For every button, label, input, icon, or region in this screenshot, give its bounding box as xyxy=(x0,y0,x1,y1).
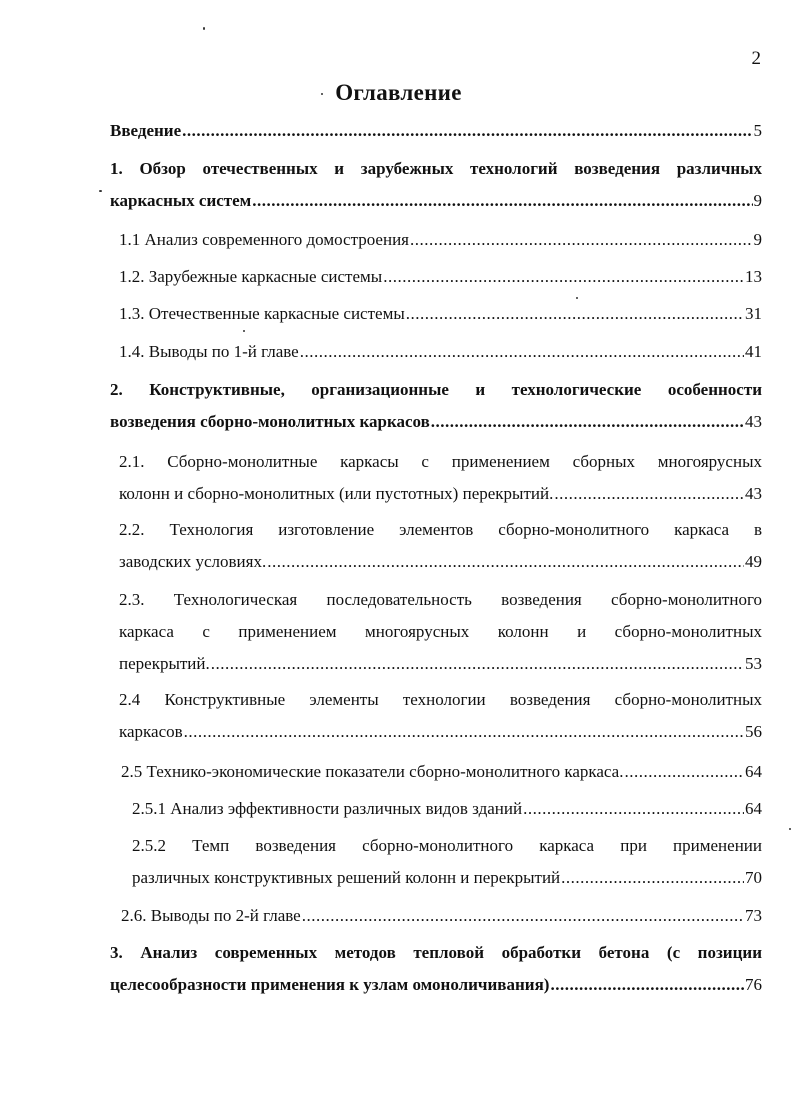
toc-entry-text: 2. Конструктивные, организационные и технологические особенности xyxy=(110,380,762,399)
toc-page-number: 64 xyxy=(745,799,762,818)
toc-entry-text: возведения сборно-монолитных каркасов xyxy=(110,412,430,431)
toc-entry-text: 3. Анализ современных методов тепловой обработки бетона (с позиции xyxy=(110,943,762,962)
dot-leader xyxy=(252,185,752,217)
toc-page-number: 31 xyxy=(745,304,762,323)
scan-speck xyxy=(321,93,323,95)
toc-page-number: 5 xyxy=(753,121,762,140)
toc-entry-2-5-1[interactable] xyxy=(132,793,762,825)
dot-leader xyxy=(431,406,744,438)
toc-entry-text: каркасных систем xyxy=(110,191,252,210)
toc-entry-2-4[interactable] xyxy=(119,684,762,748)
dot-leader xyxy=(561,862,744,894)
toc-entry-intro[interactable] xyxy=(110,115,762,147)
toc-entry-text: каркаса с применением многоярусных колонн и сборно-монолитных xyxy=(119,622,762,641)
scan-speck xyxy=(203,27,205,30)
toc-page-number: 53 xyxy=(745,654,762,673)
toc-page-number: 49 xyxy=(745,552,762,571)
toc-entry-text: колонн и сборно-монолитных (или пустотных) перекрытий. xyxy=(119,484,554,503)
toc-entry-text: 2.5 Технико-экономические показатели сборно-монолитного каркаса. xyxy=(121,762,624,781)
toc-page-number: 9 xyxy=(753,230,762,249)
dot-leader xyxy=(406,298,744,330)
scan-speck xyxy=(789,828,791,830)
dot-leader xyxy=(302,900,744,932)
toc-page-number: 43 xyxy=(745,412,762,431)
toc-page-number: 9 xyxy=(753,191,762,210)
toc-entry-2-5-2[interactable] xyxy=(132,830,762,894)
scan-speck xyxy=(576,297,578,299)
toc-entry-text: целесообразности применения к узлам омоноличивания) xyxy=(110,975,550,994)
toc-page-number: 56 xyxy=(745,722,762,741)
toc-entry-2-5[interactable] xyxy=(121,756,762,788)
toc-entry-ch2[interactable] xyxy=(110,374,762,438)
dot-leader xyxy=(267,546,744,578)
scan-speck xyxy=(243,330,245,332)
toc-entry-text: различных конструктивных решений колонн и перекрытий xyxy=(132,868,561,887)
dot-leader xyxy=(300,336,744,368)
toc-entry-2-3[interactable] xyxy=(119,584,762,680)
toc-entry-text: 2.5.2 Темп возведения сборно-монолитного каркаса при применении xyxy=(132,836,762,855)
toc-page-number: 73 xyxy=(745,906,762,925)
toc-entry-text: заводских условиях. xyxy=(119,552,267,571)
toc-page-number: 64 xyxy=(745,762,762,781)
dot-leader xyxy=(624,756,744,788)
toc-page-number: 76 xyxy=(745,975,762,994)
toc-entry-text: 1.2. Зарубежные каркасные системы xyxy=(119,267,383,286)
scan-speck xyxy=(99,190,102,192)
dot-leader xyxy=(554,478,744,510)
toc-entry-text: 1.3. Отечественные каркасные системы xyxy=(119,304,405,323)
toc-entry-1-4[interactable] xyxy=(119,336,762,368)
toc-entry-text: каркасов xyxy=(119,722,183,741)
toc-entry-2-1[interactable] xyxy=(119,446,762,510)
toc-entry-text: 1.1 Анализ современного домостроения xyxy=(119,230,409,249)
toc-entry-ch1[interactable] xyxy=(110,153,762,217)
dot-leader xyxy=(182,115,752,147)
toc-entry-ch3[interactable] xyxy=(110,937,762,1001)
page-number: 2 xyxy=(751,48,761,69)
toc-entry-1-3[interactable] xyxy=(119,298,762,330)
dot-leader xyxy=(211,648,744,680)
toc-entry-1-2[interactable] xyxy=(119,261,762,293)
toc-entry-2-6[interactable] xyxy=(121,900,762,932)
toc-entry-1-1[interactable] xyxy=(119,224,762,256)
toc-entry-2-2[interactable] xyxy=(119,514,762,578)
toc-entry-text: 2.5.1 Анализ эффективности различных видов зданий xyxy=(132,799,523,818)
dot-leader xyxy=(184,716,744,748)
toc-entry-text: 1.4. Выводы по 1-й главе xyxy=(119,342,299,361)
toc-entry-text: 2.1. Сборно-монолитные каркасы с применением сборных многоярусных xyxy=(119,452,762,471)
toc-title: Оглавление xyxy=(335,80,462,105)
toc-entry-text: Введение xyxy=(110,121,182,140)
toc-entry-text: 2.2. Технология изготовление элементов сборно-монолитного каркаса в xyxy=(119,520,762,539)
toc-entry-text: 2.3. Технологическая последовательность возведения сборно-монолитного xyxy=(119,590,762,609)
toc-entry-text: 2.6. Выводы по 2-й главе xyxy=(121,906,301,925)
dot-leader xyxy=(523,793,744,825)
dot-leader xyxy=(550,969,744,1001)
toc-page-number: 70 xyxy=(745,868,762,887)
toc-entry-text: 1. Обзор отечественных и зарубежных технологий возведения различных xyxy=(110,159,762,178)
dot-leader xyxy=(410,224,753,256)
toc-page-number: 43 xyxy=(745,484,762,503)
toc-entry-text: 2.4 Конструктивные элементы технологии возведения сборно-монолитных xyxy=(119,690,762,709)
toc-page-number: 13 xyxy=(745,267,762,286)
toc-page-number: 41 xyxy=(745,342,762,361)
toc-entry-text: перекрытий. xyxy=(119,654,210,673)
dot-leader xyxy=(383,261,744,293)
